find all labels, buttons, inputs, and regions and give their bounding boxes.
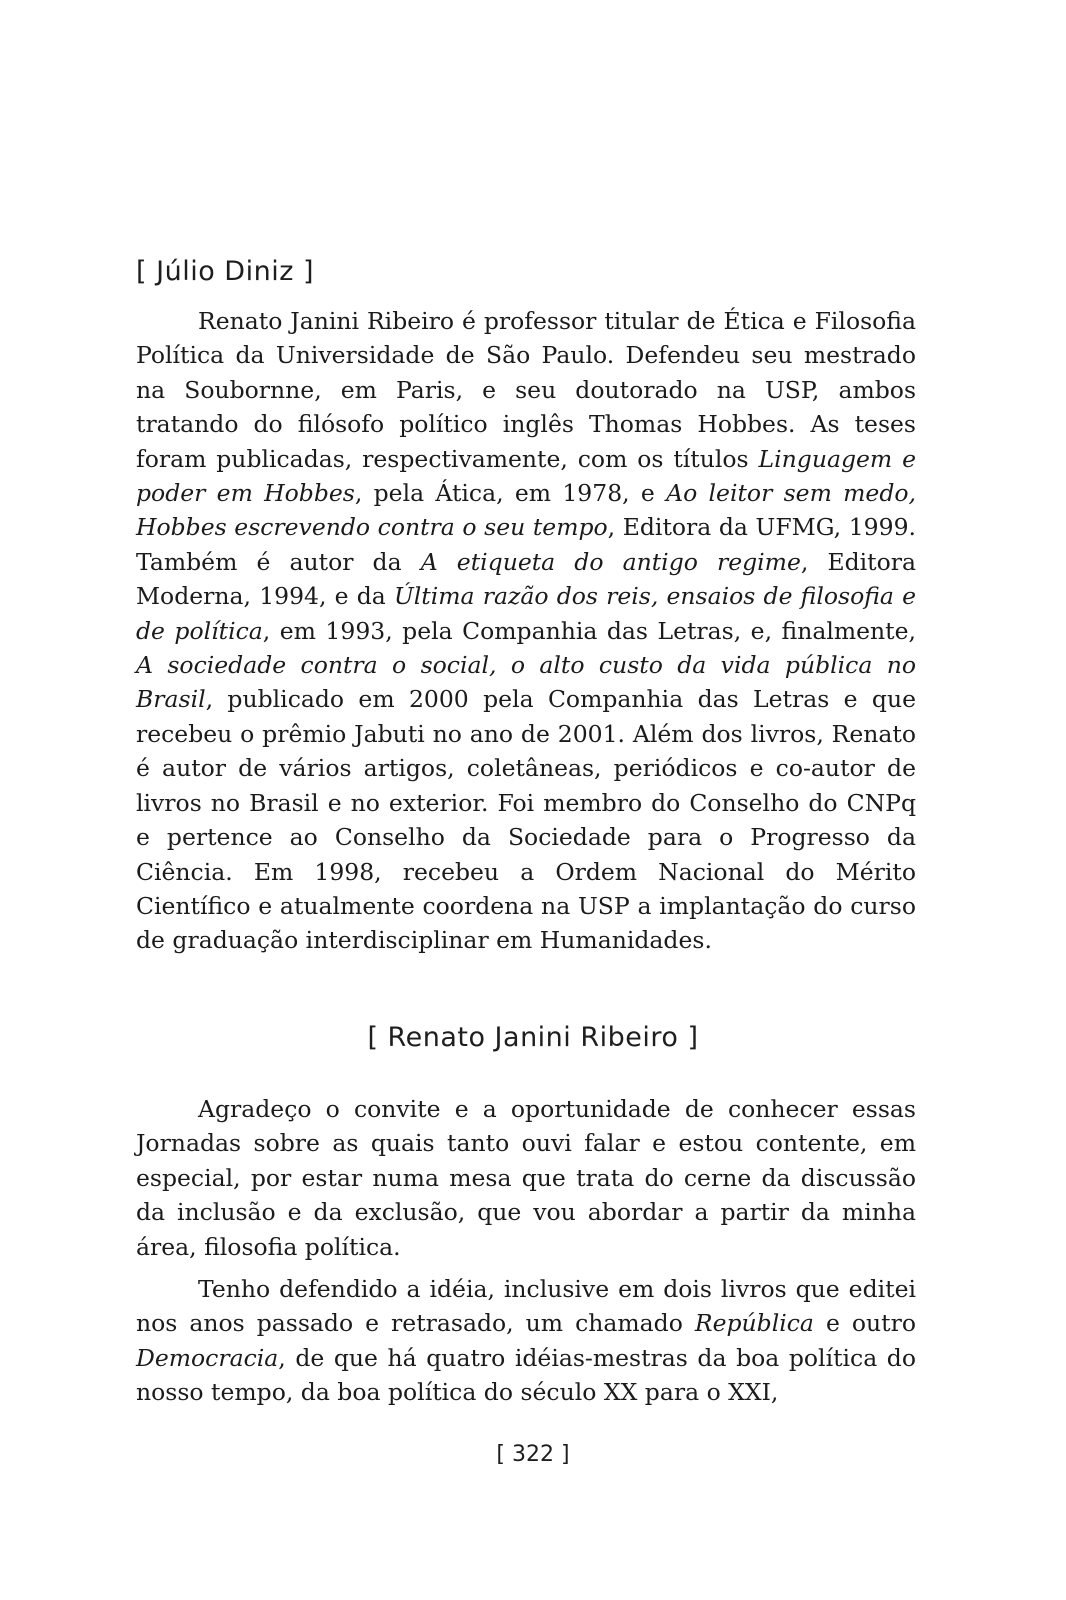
speech-paragraph-2 bbox=[136, 1272, 916, 1410]
speech-text-2: e outro bbox=[813, 1309, 916, 1338]
speech-section bbox=[136, 1092, 916, 1410]
book-title-linguagem: Linguagem e poder em Hobbes bbox=[136, 444, 916, 508]
book-title-ultima-razao: Última razão dos reis, ensaios de filosofia e de política bbox=[136, 582, 916, 645]
bio-text-4: , Editora Moderna, 1994, e da bbox=[136, 547, 916, 611]
bio-paragraph bbox=[136, 304, 916, 958]
speaker-heading-renato-janini-ribeiro: [ Renato Janini Ribeiro ] bbox=[367, 1022, 699, 1053]
speech-text-3: , de que há quatro idéias-mestras da boa política do nosso tempo, da boa política do século XX para o XXI, bbox=[136, 1343, 916, 1407]
bio-text-1: Renato Janini Ribeiro é professor titular de Ética e Filosofia Política da Universidade de São Paulo. Defendeu seu mestrado na Soubornne, em Paris, e seu doutorado na USP, ambos tratando do filósofo político inglês Thomas Hobbes. As teses foram publicadas, respectivamente, com os títulos bbox=[136, 307, 916, 473]
book-title-sociedade: A sociedade contra o social, o alto custo da vida pública no Brasil bbox=[136, 651, 916, 714]
speech-paragraph-1: Agradeço o convite e a oportunidade de conhecer essas Jornadas sobre as quais tanto ouvi falar e estou contente, em especial, por estar numa mesa que trata do cerne da discussão da inclusão e da exclusão, que vou abordar a partir da minha área, filosofia política. bbox=[136, 1095, 916, 1261]
page-number: [ 322 ] bbox=[496, 1442, 570, 1467]
book-title-ao-leitor: Ao leitor sem medo, Hobbes escrevendo contra o seu tempo bbox=[136, 479, 916, 542]
speaker-bio-section bbox=[136, 304, 916, 958]
speaker-heading-julio-diniz: [ Júlio Diniz ] bbox=[136, 256, 314, 287]
bio-text-5: , em 1993, pela Companhia das Letras, e, finalmente, bbox=[262, 616, 917, 645]
bio-text-3: , Editora da UFMG, 1999. Também é autor da bbox=[136, 513, 916, 576]
bio-text-2: , pela Ática, em 1978, e bbox=[354, 479, 667, 508]
bio-text-6: , publicado em 2000 pela Companhia das Letras e que recebeu o prêmio Jabuti no ano de 2001. Além dos livros, Renato é autor de vários artigos, coletâneas, periódicos e co-autor de livros no Brasil e no exterior. Foi membro do Conselho do CNPq e pertence ao Conselho da Sociedade para o Progresso da Ciência. Em 1998, recebeu a Ordem Nacional do Mérito Científico e atualmente coordena na USP a implantação do curso de graduação interdisciplinar em Humanidades. bbox=[136, 685, 916, 955]
book-title-etiqueta: A etiqueta do antigo regime bbox=[420, 547, 801, 576]
speech-text-1: Tenho defendido a idéia, inclusive em dois livros que editei nos anos passado e retrasado, um chamado bbox=[136, 1275, 916, 1338]
book-title-republica: República bbox=[694, 1309, 814, 1338]
book-title-democracia: Democracia bbox=[136, 1343, 279, 1372]
